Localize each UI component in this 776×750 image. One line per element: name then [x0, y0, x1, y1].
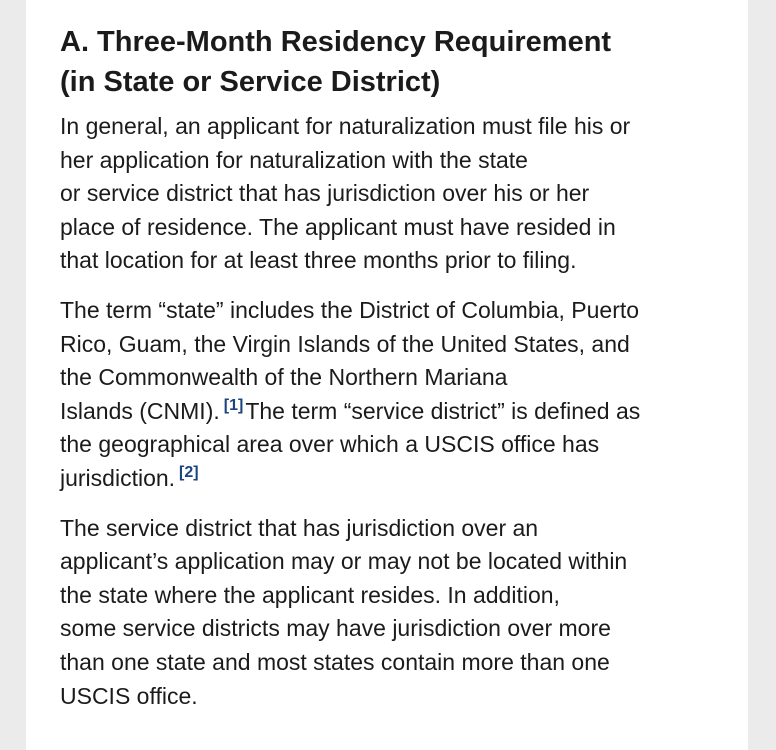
text-line: some service districts may have jurisdiction over more	[60, 615, 611, 642]
text-line: The term “state” includes the District of Columbia, Puerto	[60, 296, 640, 323]
text-line: The service district that has jurisdiction over an	[60, 514, 539, 541]
content-card	[26, 0, 748, 750]
heading-line: A. Three-Month Residency Requirement	[60, 26, 612, 58]
text-line: the Commonwealth of the Northern Mariana	[60, 364, 508, 391]
paragraph-residency-filing	[60, 110, 710, 278]
heading-line: (in State or Service District)	[60, 66, 441, 98]
article-section	[60, 22, 710, 729]
text-segment: jurisdiction.	[60, 464, 176, 491]
text-line: her application for naturalization with the state	[60, 146, 528, 173]
text-line: applicant’s application may or may not be located within	[60, 548, 628, 575]
text-line: the state where the applicant resides. In addition,	[60, 581, 560, 608]
text-line: place of residence. The applicant must have resided in	[60, 213, 616, 240]
footnote-marker	[179, 464, 199, 481]
text-segment: The term “service district” is defined as	[245, 397, 641, 424]
text-line: that location for at least three months prior to filing.	[60, 247, 577, 274]
text-line-with-footnote	[60, 462, 710, 496]
text-line: or service district that has jurisdiction over his or her	[60, 180, 590, 207]
footnote-link-1[interactable]: [1]	[223, 396, 244, 414]
footnote-link-2[interactable]: [2]	[179, 463, 199, 481]
paragraph-service-district	[60, 512, 710, 714]
text-line: Rico, Guam, the Virgin Islands of the United States, and	[60, 330, 630, 357]
text-line: In general, an applicant for naturalization must file his or	[60, 113, 631, 139]
text-line-with-footnote	[60, 395, 710, 429]
footnote-marker	[224, 397, 244, 414]
text-line: the geographical area over which a USCIS office has	[60, 431, 600, 458]
paragraph-state-definition	[60, 294, 710, 496]
section-heading	[60, 22, 710, 102]
text-line: USCIS office.	[60, 682, 198, 709]
text-segment: Islands (CNMI).	[60, 397, 220, 424]
text-line: than one state and most states contain more than one	[60, 648, 610, 675]
